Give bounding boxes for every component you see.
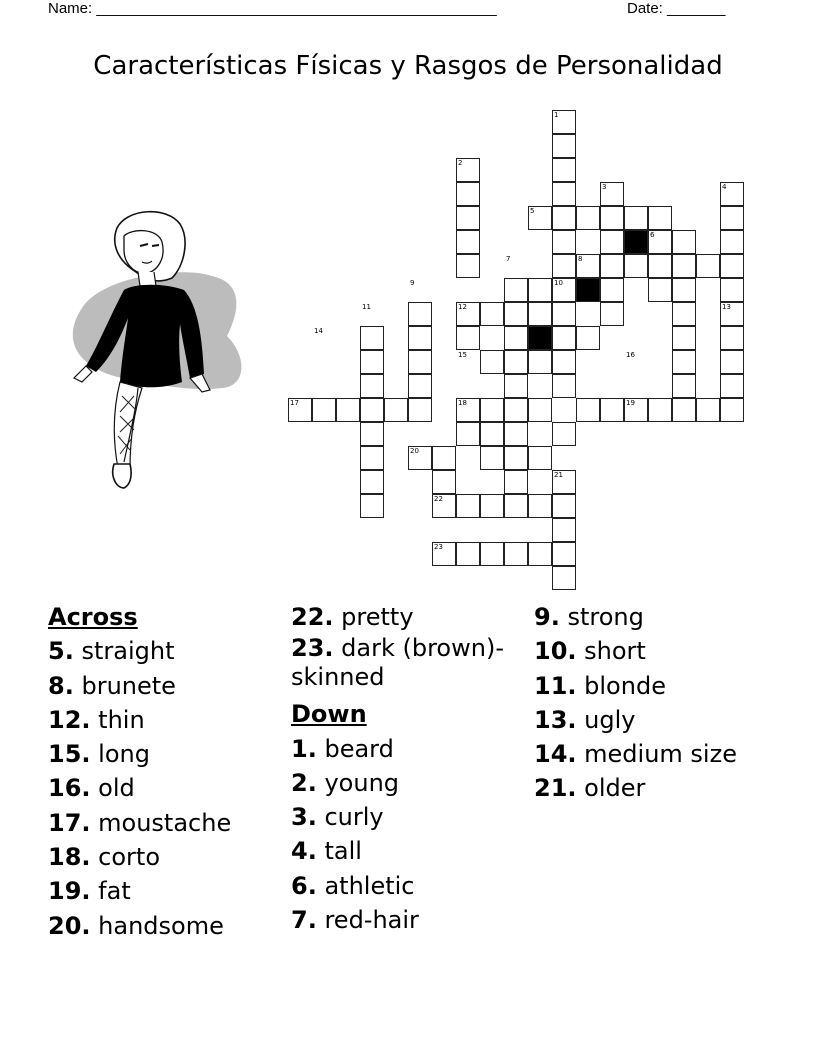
mixed-clues-column [291,600,541,937]
clue-number: 14 [314,327,323,335]
grid-cell[interactable] [504,398,528,422]
clue-item [48,634,298,668]
clue-number-label: 22. [291,603,334,631]
clue-text: older [584,774,646,803]
page-title: Características Físicas y Rasgos de Personalidad [93,51,723,81]
grid-cell[interactable] [720,374,744,398]
blocked-cell [624,230,648,254]
clue-text: long [98,740,150,769]
grid-cell[interactable] [480,542,504,566]
across-heading: Across [48,603,138,631]
grid-cell[interactable] [552,350,576,374]
clue-number-label: 15. [48,740,91,769]
grid-cell[interactable] [432,446,456,470]
clue-number: 18 [458,399,467,407]
grid-cell[interactable] [672,326,696,350]
clue-text: straight [81,637,175,666]
clue-text: ugly [584,705,636,734]
grid-cell[interactable] [528,398,552,422]
grid-cell[interactable] [552,374,576,398]
clue-number: 2 [458,159,463,167]
grid-cell[interactable] [504,542,528,566]
grid-cell[interactable] [648,278,672,302]
grid-cell[interactable] [600,398,624,422]
grid-cell[interactable] [576,206,600,230]
grid-cell[interactable] [696,254,720,278]
down-clues [534,600,784,806]
clue-text: young [324,768,400,797]
clue-item [291,903,541,937]
clue-number-label: 19. [48,877,91,906]
grid-cell[interactable] [552,566,576,590]
grid-cell[interactable] [456,254,480,278]
grid-cell[interactable] [552,134,576,158]
clue-item [291,766,541,800]
clue-item [48,771,298,805]
grid-cell[interactable] [504,278,528,302]
grid-cell[interactable] [456,326,480,350]
grid-cell[interactable] [504,326,528,350]
clue-number-label: 9. [534,603,560,631]
grid-cell[interactable] [504,422,528,446]
clue-text: corto [98,843,160,872]
grid-cell[interactable] [360,350,384,374]
clue-item [291,634,541,692]
clue-item [291,834,541,868]
clue-text: pretty [341,603,414,631]
clue-number-label: 12. [48,705,91,734]
grid-cell[interactable] [648,206,672,230]
clue-number-label: 23. [291,634,334,663]
clue-number: 4 [722,183,727,191]
grid-cell[interactable] [672,374,696,398]
grid-cell[interactable] [528,278,552,302]
grid-cell[interactable] [576,398,600,422]
clue-item [534,771,784,805]
grid-cell[interactable] [672,278,696,302]
grid-cell[interactable] [360,398,384,422]
grid-cell[interactable] [552,206,576,230]
clue-text: old [98,774,135,803]
grid-cell[interactable] [600,278,624,302]
grid-cell[interactable] [480,302,504,326]
name-field[interactable]: Name: ________________________________________________ [48,0,497,17]
grid-cell[interactable] [528,350,552,374]
clue-number-label: 17. [48,808,91,837]
clue-text: tall [324,837,362,866]
clue-number: 7 [506,255,511,263]
blocked-cell [576,278,600,302]
grid-cell[interactable] [672,302,696,326]
grid-cell[interactable] [504,446,528,470]
clue-number-label: 1. [291,734,317,763]
clue-item [534,669,784,703]
grid-cell[interactable] [552,422,576,446]
clue-number: 21 [554,471,563,479]
clue-number: 6 [650,231,655,239]
grid-cell[interactable] [312,398,336,422]
grid-cell[interactable] [720,230,744,254]
down-heading: Down [291,700,367,729]
clue-number-label: 14. [534,740,577,769]
clue-item [48,737,298,771]
grid-cell[interactable] [504,350,528,374]
grid-cell[interactable] [720,398,744,422]
clue-number: 20 [410,447,419,455]
clue-item [48,806,298,840]
grid-cell[interactable] [672,398,696,422]
clue-item [48,669,298,703]
grid-cell[interactable] [456,182,480,206]
grid-cell[interactable] [408,302,432,326]
clue-number: 11 [362,303,371,311]
grid-cell[interactable] [528,446,552,470]
grid-cell[interactable] [384,398,408,422]
grid-cell[interactable] [528,302,552,326]
grid-cell[interactable] [360,494,384,518]
grid-cell[interactable] [600,230,624,254]
clue-item [534,737,784,771]
clue-text: brunete [81,671,176,700]
clue-number: 23 [434,543,443,551]
grid-cell[interactable] [720,278,744,302]
clue-number-label: 20. [48,911,91,940]
clue-item [48,703,298,737]
clue-text: curly [324,803,384,832]
clue-text: dark (brown)-skinned [291,634,504,692]
grid-cell[interactable] [576,326,600,350]
grid-cell[interactable] [624,254,648,278]
woman-sitting-illustration-icon [62,206,252,492]
grid-cell[interactable] [480,494,504,518]
clue-text: red-hair [324,906,419,935]
grid-cell[interactable] [432,470,456,494]
grid-cell[interactable] [504,494,528,518]
grid-cell[interactable] [552,326,576,350]
grid-cell[interactable] [552,230,576,254]
grid-cell[interactable] [600,302,624,326]
grid-cell[interactable] [504,302,528,326]
clue-text: fat [98,877,131,906]
grid-cell[interactable] [408,326,432,350]
clue-number: 13 [722,303,731,311]
grid-cell[interactable] [480,422,504,446]
grid-cell[interactable] [672,350,696,374]
grid-cell[interactable] [456,542,480,566]
grid-cell[interactable] [672,230,696,254]
grid-cell[interactable] [456,230,480,254]
clue-number: 17 [290,399,299,407]
clue-number-label: 10. [534,637,577,666]
clue-number: 19 [626,399,635,407]
grid-cell[interactable] [456,422,480,446]
clue-number: 5 [530,207,535,215]
clue-item [291,869,541,903]
grid-cell[interactable] [504,374,528,398]
grid-cell[interactable] [504,470,528,494]
grid-cell[interactable] [672,254,696,278]
clue-number-label: 13. [534,705,577,734]
clue-number-label: 18. [48,843,91,872]
grid-cell[interactable] [648,254,672,278]
clue-number-label: 3. [291,803,317,832]
grid-cell[interactable] [720,206,744,230]
grid-cell[interactable] [456,494,480,518]
clue-number: 1 [554,111,559,119]
grid-cell[interactable] [528,494,552,518]
clue-number: 16 [626,351,635,359]
clue-item [534,634,784,668]
clue-text: athletic [324,871,415,900]
clue-number-label: 4. [291,837,317,866]
clue-number: 12 [458,303,467,311]
clue-number-label: 2. [291,768,317,797]
clue-number-label: 7. [291,906,317,935]
grid-cell[interactable] [624,206,648,230]
clue-text: short [584,637,646,666]
clue-number-label: 11. [534,671,577,700]
clue-number: 9 [410,279,415,287]
grid-cell[interactable] [552,518,576,542]
clue-item [534,600,784,634]
worksheet-header [0,0,816,22]
clue-number-label: 16. [48,774,91,803]
grid-cell[interactable] [336,398,360,422]
grid-cell[interactable] [360,374,384,398]
clue-item [291,732,541,766]
grid-cell[interactable] [360,446,384,470]
grid-cell[interactable] [480,350,504,374]
clue-number: 10 [554,279,563,287]
clue-number: 15 [458,351,467,359]
clue-text: medium size [584,740,737,769]
grid-cell[interactable] [552,182,576,206]
clue-number-label: 5. [48,637,74,666]
grid-cell[interactable] [408,398,432,422]
grid-cell[interactable] [408,374,432,398]
grid-cell[interactable] [600,254,624,278]
across-clues [48,600,298,943]
grid-cell[interactable] [552,302,576,326]
clue-text: moustache [98,808,232,837]
clue-text: beard [324,734,394,763]
grid-cell[interactable] [720,254,744,278]
clue-text: thin [98,705,145,734]
date-field[interactable]: Date: _______ [627,0,726,17]
grid-cell[interactable] [456,206,480,230]
clue-item [48,840,298,874]
grid-cell[interactable] [600,206,624,230]
grid-cell[interactable] [696,398,720,422]
grid-cell[interactable] [408,350,432,374]
grid-cell[interactable] [480,398,504,422]
clue-text: blonde [584,671,666,700]
clue-number: 8 [578,255,583,263]
clue-text: handsome [98,911,224,940]
clue-item [48,909,298,943]
clue-number: 22 [434,495,443,503]
grid-cell[interactable] [720,350,744,374]
clue-number: 3 [602,183,607,191]
grid-cell[interactable] [528,542,552,566]
grid-cell[interactable] [720,326,744,350]
grid-cell[interactable] [360,470,384,494]
grid-cell[interactable] [552,158,576,182]
grid-cell[interactable] [648,398,672,422]
grid-cell[interactable] [480,446,504,470]
clue-item [291,800,541,834]
clue-text: strong [567,603,644,631]
clue-number-label: 21. [534,774,577,803]
grid-cell[interactable] [552,542,576,566]
clue-item [48,874,298,908]
grid-cell[interactable] [552,494,576,518]
grid-cell[interactable] [552,254,576,278]
grid-cell[interactable] [360,326,384,350]
grid-cell[interactable] [360,422,384,446]
blocked-cell [528,326,552,350]
clue-item [291,600,541,634]
clue-item [534,703,784,737]
clue-number-label: 8. [48,671,74,700]
clue-number-label: 6. [291,871,317,900]
